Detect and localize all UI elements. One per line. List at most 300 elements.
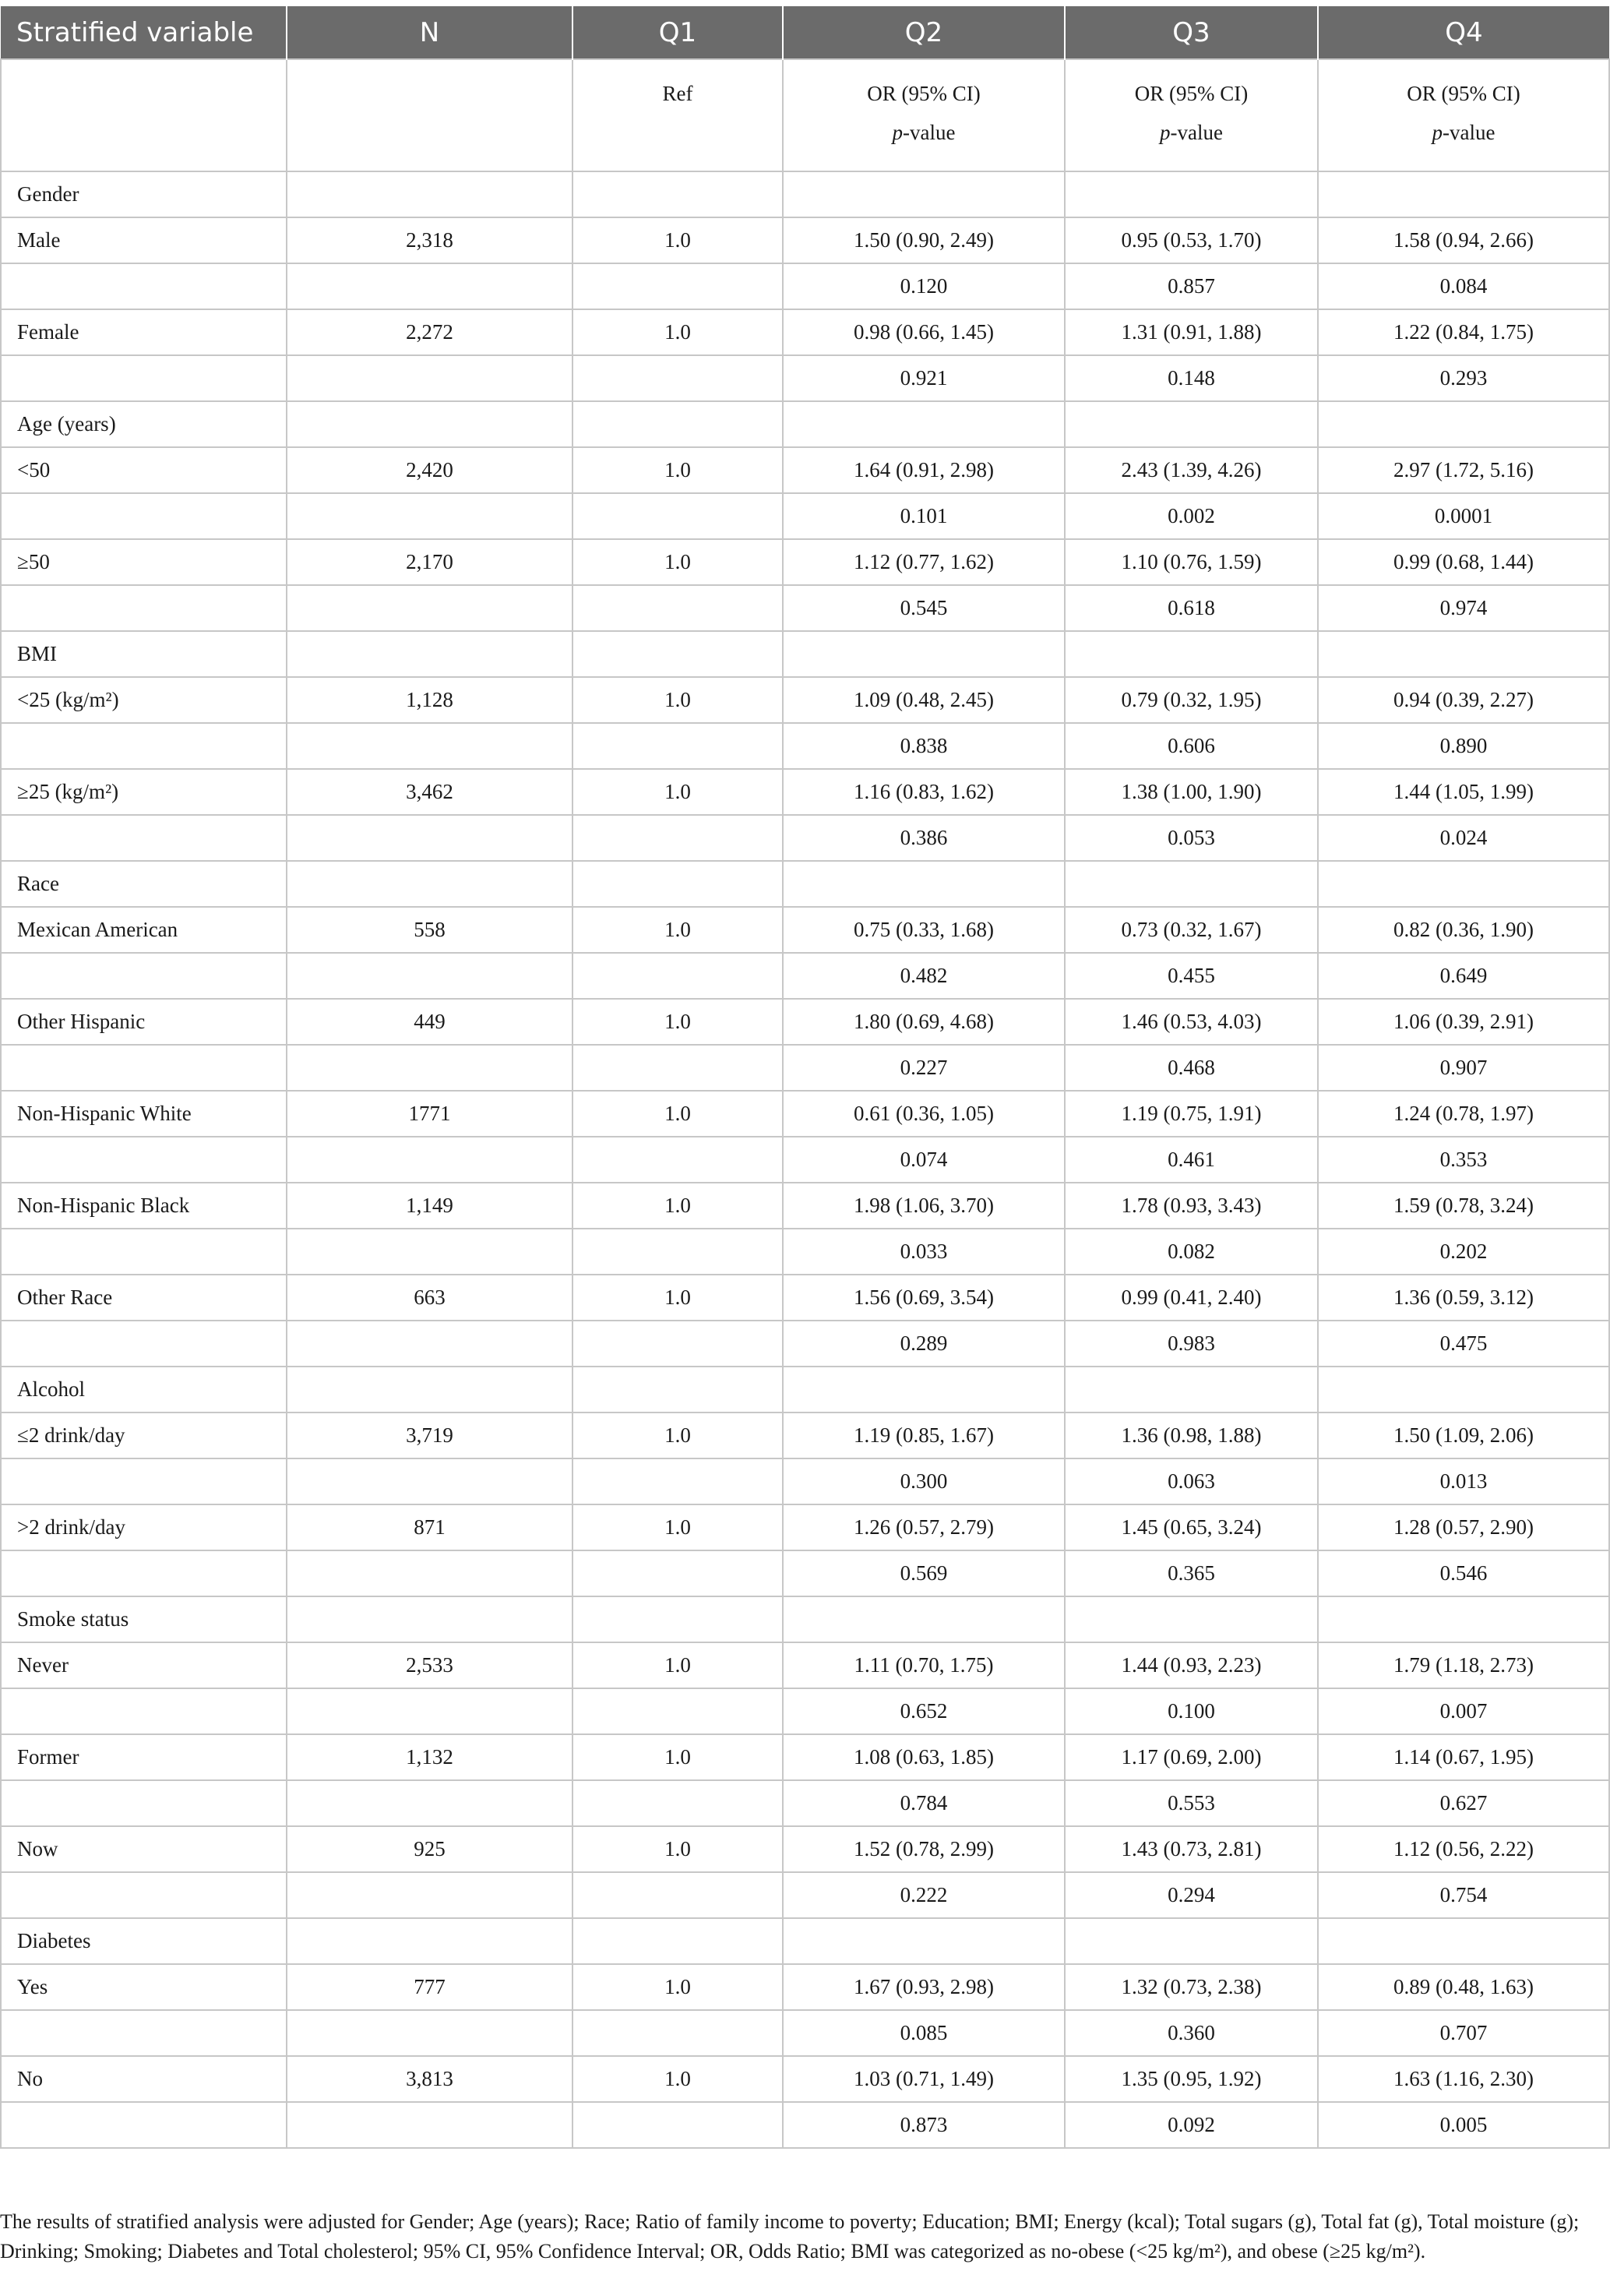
row-label: Male [1,217,287,263]
q3-p-cell: 0.294 [1065,1872,1318,1918]
q3-or-cell: 1.45 (0.65, 3.24) [1065,1504,1318,1550]
empty-cell [572,1367,783,1413]
row-label: >2 drink/day [1,1504,287,1550]
empty-cell [287,1688,572,1734]
q3-p-cell: 0.455 [1065,953,1318,999]
q2-or-cell: 1.16 (0.83, 1.62) [783,769,1065,815]
q4-or-cell: 1.50 (1.09, 2.06) [1318,1413,1609,1458]
empty-cell [783,861,1065,907]
p-value-row [1,723,1609,769]
empty-cell [287,723,572,769]
empty-cell [1065,861,1318,907]
q3-p-cell: 0.360 [1065,2010,1318,2056]
empty-cell [287,1458,572,1504]
p-value-row [1,1321,1609,1367]
q3-p-cell: 0.461 [1065,1137,1318,1183]
q2-p-cell: 0.873 [783,2102,1065,2148]
q4-or-cell: 1.06 (0.39, 2.91) [1318,999,1609,1045]
n-cell: 1,149 [287,1183,572,1229]
table-row [1,1734,1609,1780]
row-label: No [1,2056,287,2102]
n-cell: 1771 [287,1091,572,1137]
q2-p-cell: 0.386 [783,815,1065,861]
table-row [1,1504,1609,1550]
q2-or-cell: 1.09 (0.48, 2.45) [783,677,1065,723]
empty-cell [287,1918,572,1964]
empty-cell [783,1918,1065,1964]
empty-cell [1065,1367,1318,1413]
n-cell: 2,533 [287,1642,572,1688]
q1-cell: 1.0 [572,677,783,723]
empty-cell [1,1780,287,1826]
q2-or-cell: 1.98 (1.06, 3.70) [783,1183,1065,1229]
header-q4: Q4 [1318,6,1609,59]
q4-or-cell: 0.94 (0.39, 2.27) [1318,677,1609,723]
empty-cell [572,1780,783,1826]
q3-or-cell: 1.19 (0.75, 1.91) [1065,1091,1318,1137]
q3-or-cell: 1.32 (0.73, 2.38) [1065,1964,1318,2010]
empty-cell [287,355,572,401]
subheader-q2 [783,59,1065,171]
q4-p-cell: 0.024 [1318,815,1609,861]
q3-or-cell: 0.79 (0.32, 1.95) [1065,677,1318,723]
empty-cell [1,1229,287,1275]
row-label: ≥25 (kg/m²) [1,769,287,815]
empty-cell [1065,171,1318,217]
n-cell: 663 [287,1275,572,1321]
q3-or-cell: 1.43 (0.73, 2.81) [1065,1826,1318,1872]
q1-cell: 1.0 [572,539,783,585]
p-value-row [1,1137,1609,1183]
q2-or-cell: 1.12 (0.77, 1.62) [783,539,1065,585]
p-value-row [1,585,1609,631]
empty-cell [783,171,1065,217]
q2-or-cell: 1.52 (0.78, 2.99) [783,1826,1065,1872]
empty-cell [1,263,287,309]
empty-cell [572,1550,783,1596]
empty-cell [287,815,572,861]
empty-cell [287,1872,572,1918]
n-cell: 449 [287,999,572,1045]
p-value-row [1,815,1609,861]
empty-cell [1,1458,287,1504]
empty-cell [783,631,1065,677]
empty-cell [287,1780,572,1826]
q4-p-cell: 0.005 [1318,2102,1609,2148]
p-value-row [1,2010,1609,2056]
q2-p-cell: 0.222 [783,1872,1065,1918]
p-value-row [1,1872,1609,1918]
n-cell: 2,420 [287,447,572,493]
q1-cell: 1.0 [572,1413,783,1458]
empty-cell [1318,861,1609,907]
p-value-row [1,1229,1609,1275]
p-value-label: p-value [1432,121,1496,144]
q4-or-cell: 1.22 (0.84, 1.75) [1318,309,1609,355]
empty-cell [1318,631,1609,677]
row-label: Other Hispanic [1,999,287,1045]
empty-cell [1065,631,1318,677]
header-q3: Q3 [1065,6,1318,59]
n-cell: 925 [287,1826,572,1872]
row-label: Never [1,1642,287,1688]
empty-cell [572,815,783,861]
n-cell: 777 [287,1964,572,2010]
q4-p-cell: 0.0001 [1318,493,1609,539]
q3-or-cell: 1.17 (0.69, 2.00) [1065,1734,1318,1780]
empty-cell [783,1596,1065,1642]
empty-cell [572,1918,783,1964]
empty-cell [572,861,783,907]
header-stratified-variable: Stratified variable [1,6,287,59]
empty-cell [572,953,783,999]
header-q1: Q1 [572,6,783,59]
q1-cell: 1.0 [572,769,783,815]
group-label: Race [1,861,287,907]
q4-or-cell: 1.63 (1.16, 2.30) [1318,2056,1609,2102]
empty-cell [287,631,572,677]
row-label: Female [1,309,287,355]
table-row [1,1275,1609,1321]
empty-cell [572,2010,783,2056]
row-label: Non-Hispanic White [1,1091,287,1137]
p-value-row [1,355,1609,401]
q4-p-cell: 0.353 [1318,1137,1609,1183]
row-label: <25 (kg/m²) [1,677,287,723]
q3-p-cell: 0.092 [1065,2102,1318,2148]
n-cell: 2,170 [287,539,572,585]
table-body [1,59,1609,2148]
group-row [1,631,1609,677]
q2-or-cell: 1.64 (0.91, 2.98) [783,447,1065,493]
empty-cell [1318,171,1609,217]
q4-p-cell: 0.013 [1318,1458,1609,1504]
table-row [1,2056,1609,2102]
p-value-row [1,1045,1609,1091]
q2-or-cell: 0.61 (0.36, 1.05) [783,1091,1065,1137]
q3-p-cell: 0.053 [1065,815,1318,861]
group-label: Diabetes [1,1918,287,1964]
q4-p-cell: 0.649 [1318,953,1609,999]
empty-cell [572,355,783,401]
q1-cell: 1.0 [572,217,783,263]
n-cell: 3,813 [287,2056,572,2102]
q2-p-cell: 0.085 [783,2010,1065,2056]
empty-cell [572,1321,783,1367]
q2-p-cell: 0.074 [783,1137,1065,1183]
empty-cell [783,1367,1065,1413]
n-cell: 3,719 [287,1413,572,1458]
empty-cell [287,953,572,999]
q3-p-cell: 0.857 [1065,263,1318,309]
q3-p-cell: 0.100 [1065,1688,1318,1734]
or-ci-label: OR (95% CI) [1407,82,1520,105]
q1-cell: 1.0 [572,1504,783,1550]
table-header-row [1,6,1609,59]
empty-cell [287,1550,572,1596]
or-ci-label: OR (95% CI) [1134,82,1249,105]
empty-cell [287,861,572,907]
ref-label: Ref [662,82,693,105]
q2-p-cell: 0.120 [783,263,1065,309]
group-row [1,861,1609,907]
p-value-label: p-value [1160,121,1223,144]
table-row [1,1964,1609,2010]
row-label: Now [1,1826,287,1872]
p-value-row [1,1550,1609,1596]
empty-cell [1,953,287,999]
q4-or-cell: 1.79 (1.18, 2.73) [1318,1642,1609,1688]
empty-cell [1,1872,287,1918]
empty-cell [783,401,1065,447]
table-row [1,1091,1609,1137]
empty-cell [572,493,783,539]
empty-cell [1,355,287,401]
empty-cell [572,1596,783,1642]
group-label: Alcohol [1,1367,287,1413]
q4-p-cell: 0.007 [1318,1688,1609,1734]
empty-cell [1,1321,287,1367]
q2-or-cell: 1.08 (0.63, 1.85) [783,1734,1065,1780]
table-row [1,999,1609,1045]
table-row [1,1642,1609,1688]
empty-cell [1065,1918,1318,1964]
p-value-row [1,1780,1609,1826]
empty-cell [287,2102,572,2148]
q3-p-cell: 0.468 [1065,1045,1318,1091]
q1-cell: 1.0 [572,309,783,355]
q3-or-cell: 1.38 (1.00, 1.90) [1065,769,1318,815]
empty-cell [1,815,287,861]
empty-cell [1,2010,287,2056]
q4-p-cell: 0.546 [1318,1550,1609,1596]
empty-cell [287,2010,572,2056]
q1-cell: 1.0 [572,1964,783,2010]
q3-p-cell: 0.553 [1065,1780,1318,1826]
table-row [1,677,1609,723]
empty-cell [287,1321,572,1367]
row-label: ≤2 drink/day [1,1413,287,1458]
empty-cell [287,1045,572,1091]
empty-cell [1318,401,1609,447]
empty-cell [1318,1367,1609,1413]
empty-cell [572,171,783,217]
q4-p-cell: 0.974 [1318,585,1609,631]
n-cell: 3,462 [287,769,572,815]
table-row [1,1826,1609,1872]
n-cell: 871 [287,1504,572,1550]
stratified-analysis-table [0,6,1610,2149]
q2-or-cell: 1.80 (0.69, 4.68) [783,999,1065,1045]
subheader-q3 [1065,59,1318,171]
q1-cell: 1.0 [572,1826,783,1872]
empty-cell [572,2102,783,2148]
table-row [1,217,1609,263]
q2-or-cell: 1.03 (0.71, 1.49) [783,2056,1065,2102]
q2-p-cell: 0.569 [783,1550,1065,1596]
q2-or-cell: 1.50 (0.90, 2.49) [783,217,1065,263]
empty-cell [572,1872,783,1918]
q4-or-cell: 0.99 (0.68, 1.44) [1318,539,1609,585]
empty-cell [287,1137,572,1183]
q2-p-cell: 0.545 [783,585,1065,631]
q2-p-cell: 0.838 [783,723,1065,769]
q2-p-cell: 0.784 [783,1780,1065,1826]
q3-p-cell: 0.082 [1065,1229,1318,1275]
q3-p-cell: 0.606 [1065,723,1318,769]
row-label: Non-Hispanic Black [1,1183,287,1229]
row-label: Other Race [1,1275,287,1321]
q3-or-cell: 1.78 (0.93, 3.43) [1065,1183,1318,1229]
q2-or-cell: 0.98 (0.66, 1.45) [783,309,1065,355]
q4-or-cell: 1.44 (1.05, 1.99) [1318,769,1609,815]
subheader-empty [287,59,572,171]
q4-p-cell: 0.627 [1318,1780,1609,1826]
q2-p-cell: 0.482 [783,953,1065,999]
empty-cell [1318,1918,1609,1964]
q4-or-cell: 2.97 (1.72, 5.16) [1318,447,1609,493]
q3-p-cell: 0.983 [1065,1321,1318,1367]
n-cell: 558 [287,907,572,953]
empty-cell [572,1137,783,1183]
p-value-row [1,493,1609,539]
p-value-row [1,953,1609,999]
empty-cell [572,631,783,677]
q1-cell: 1.0 [572,1183,783,1229]
table-row [1,309,1609,355]
empty-cell [287,585,572,631]
q4-or-cell: 0.82 (0.36, 1.90) [1318,907,1609,953]
group-label: Age (years) [1,401,287,447]
q4-or-cell: 1.14 (0.67, 1.95) [1318,1734,1609,1780]
q1-cell: 1.0 [572,447,783,493]
q4-p-cell: 0.907 [1318,1045,1609,1091]
q4-or-cell: 1.58 (0.94, 2.66) [1318,217,1609,263]
q4-p-cell: 0.475 [1318,1321,1609,1367]
q4-p-cell: 0.754 [1318,1872,1609,1918]
empty-cell [287,171,572,217]
q3-or-cell: 1.10 (0.76, 1.59) [1065,539,1318,585]
empty-cell [1,1045,287,1091]
table-subheader-row [1,59,1609,171]
group-row [1,1367,1609,1413]
q4-or-cell: 1.59 (0.78, 3.24) [1318,1183,1609,1229]
empty-cell [1,1137,287,1183]
empty-cell [572,723,783,769]
table-row [1,447,1609,493]
empty-cell [572,263,783,309]
empty-cell [1,493,287,539]
empty-cell [1065,401,1318,447]
q4-p-cell: 0.202 [1318,1229,1609,1275]
q3-or-cell: 1.44 (0.93, 2.23) [1065,1642,1318,1688]
q3-or-cell: 0.73 (0.32, 1.67) [1065,907,1318,953]
q2-p-cell: 0.227 [783,1045,1065,1091]
q2-or-cell: 1.26 (0.57, 2.79) [783,1504,1065,1550]
q2-p-cell: 0.300 [783,1458,1065,1504]
q1-cell: 1.0 [572,999,783,1045]
q4-or-cell: 1.36 (0.59, 3.12) [1318,1275,1609,1321]
empty-cell [572,401,783,447]
empty-cell [287,493,572,539]
q2-p-cell: 0.921 [783,355,1065,401]
group-row [1,1918,1609,1964]
p-value-label: p-value [892,121,956,144]
empty-cell [1,585,287,631]
q3-or-cell: 1.36 (0.98, 1.88) [1065,1413,1318,1458]
table-row [1,1413,1609,1458]
group-row [1,171,1609,217]
empty-cell [287,263,572,309]
header-n: N [287,6,572,59]
empty-cell [287,1367,572,1413]
empty-cell [287,401,572,447]
q4-or-cell: 1.24 (0.78, 1.97) [1318,1091,1609,1137]
p-value-row [1,263,1609,309]
empty-cell [572,585,783,631]
q2-p-cell: 0.033 [783,1229,1065,1275]
q4-or-cell: 1.28 (0.57, 2.90) [1318,1504,1609,1550]
empty-cell [1,723,287,769]
q3-p-cell: 0.148 [1065,355,1318,401]
empty-cell [1,2102,287,2148]
q3-p-cell: 0.063 [1065,1458,1318,1504]
row-label: Former [1,1734,287,1780]
q2-or-cell: 1.19 (0.85, 1.67) [783,1413,1065,1458]
q2-or-cell: 1.56 (0.69, 3.54) [783,1275,1065,1321]
subheader-q1-ref [572,59,783,171]
empty-cell [1,1550,287,1596]
group-row [1,1596,1609,1642]
q2-or-cell: 0.75 (0.33, 1.68) [783,907,1065,953]
q3-or-cell: 2.43 (1.39, 4.26) [1065,447,1318,493]
q2-p-cell: 0.652 [783,1688,1065,1734]
subheader-empty [1,59,287,171]
table-row [1,539,1609,585]
n-cell: 1,132 [287,1734,572,1780]
p-value-row [1,1458,1609,1504]
group-row [1,401,1609,447]
q1-cell: 1.0 [572,1275,783,1321]
q1-cell: 1.0 [572,1734,783,1780]
q3-p-cell: 0.618 [1065,585,1318,631]
table-row [1,769,1609,815]
row-label: <50 [1,447,287,493]
empty-cell [287,1229,572,1275]
q4-p-cell: 0.707 [1318,2010,1609,2056]
n-cell: 2,318 [287,217,572,263]
table-row [1,907,1609,953]
q1-cell: 1.0 [572,1091,783,1137]
q4-p-cell: 0.890 [1318,723,1609,769]
empty-cell [287,1596,572,1642]
q1-cell: 1.0 [572,2056,783,2102]
q4-or-cell: 0.89 (0.48, 1.63) [1318,1964,1609,2010]
q2-p-cell: 0.289 [783,1321,1065,1367]
or-ci-label: OR (95% CI) [867,82,981,105]
q3-or-cell: 1.31 (0.91, 1.88) [1065,309,1318,355]
header-q2: Q2 [783,6,1065,59]
group-label: BMI [1,631,287,677]
q3-p-cell: 0.002 [1065,493,1318,539]
group-label: Smoke status [1,1596,287,1642]
row-label: Mexican American [1,907,287,953]
empty-cell [572,1688,783,1734]
q2-or-cell: 1.67 (0.93, 2.98) [783,1964,1065,2010]
empty-cell [1065,1596,1318,1642]
p-value-row [1,1688,1609,1734]
row-label: Yes [1,1964,287,2010]
